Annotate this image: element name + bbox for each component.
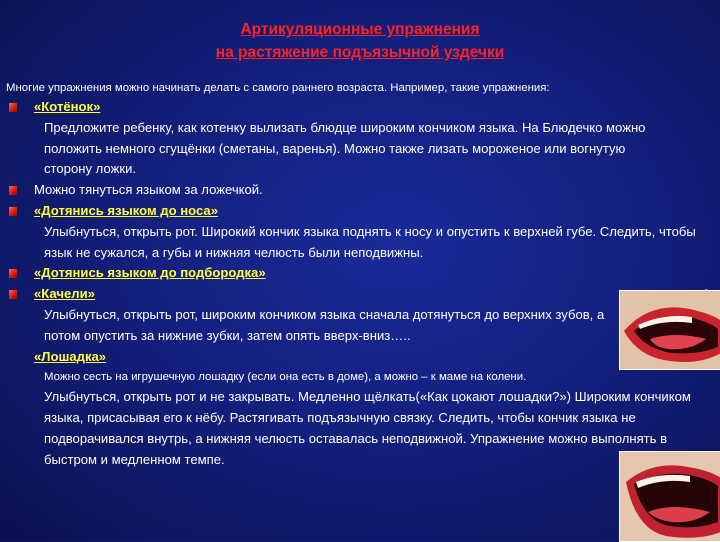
exercise-list: [0, 97, 720, 471]
exercise-title-kitten[interactable]: «Котёнок»: [34, 99, 101, 114]
exercise-title-horse[interactable]: «Лошадка»: [34, 348, 107, 364]
exercise-title-swing[interactable]: «Качели»: [34, 286, 95, 302]
mouth-photo-2: [619, 451, 720, 542]
exercise-text-horse: Улыбнуться, открыть рот и не закрывать. Медленно щёлкать(«Как цокают лошадки?») Широким кончиком языка, присасывая его к нёбу. Растягивать подъязычную связку. Следить, чтобы кончик языка не подворачивался внутрь, а нижняя челюсть оставалась неподвижной. Упражнение можно выполнять в быстром и медленном темпе.: [44, 389, 691, 467]
bullet-icon: [9, 186, 17, 195]
exercise-title-chin[interactable]: «Дотянись языком до подбородка»: [34, 265, 266, 281]
title-line-2: на растяжение подъязычной уздечки: [215, 44, 505, 61]
bullet-icon: [9, 269, 17, 278]
exercise-title-nose[interactable]: «Дотянись языком до носа»: [34, 202, 218, 218]
exercise-text-kitten: Предложите ребенку, как котенку вылизать блюдце широким кончиком языка. На Блюдечко можно положить немного сгущёнки (сметаны, варенья). Можно также лизать мороженое или вогнутую сторону ложки.: [44, 119, 646, 177]
list-item-swing: [0, 284, 720, 305]
bullet-icon: [9, 207, 17, 216]
exercise-text-spoon: Можно тянуться языком за ложечкой.: [34, 182, 263, 198]
bullet-icon: [9, 290, 17, 299]
list-item-nose: [0, 201, 720, 222]
exercise-note-horse: Можно сесть на игрушечную лошадку (если она есть в доме), а можно – к маме на колени.: [44, 371, 527, 384]
list-item-spoon: [0, 180, 720, 201]
intro-text: Многие упражнения можно начинать делать с самого раннего возраста. Например, такие упражнения:: [6, 82, 550, 94]
exercise-text-nose: Улыбнуться, открыть рот. Широкий кончик языка поднять к носу и опустить к верхней губе. Следить, чтобы язык не сужался, а губы и нижняя челюсть были неподвижны.: [44, 223, 696, 260]
page-title: [0, 18, 720, 64]
list-item-kitten: [0, 97, 720, 118]
bullet-icon: [9, 103, 17, 112]
list-item-horse: [0, 347, 720, 368]
exercise-text-swing: Улыбнуться, открыть рот, широким кончиком языка сначала дотянуться до верхних зубов, а потом опустить за нижние зубки, затем опять вверх-вниз…..: [44, 306, 605, 343]
title-line-1: Артикуляционные упражнения: [240, 21, 480, 38]
mouth-photo-1: [619, 290, 720, 370]
list-item-chin: [0, 263, 720, 284]
